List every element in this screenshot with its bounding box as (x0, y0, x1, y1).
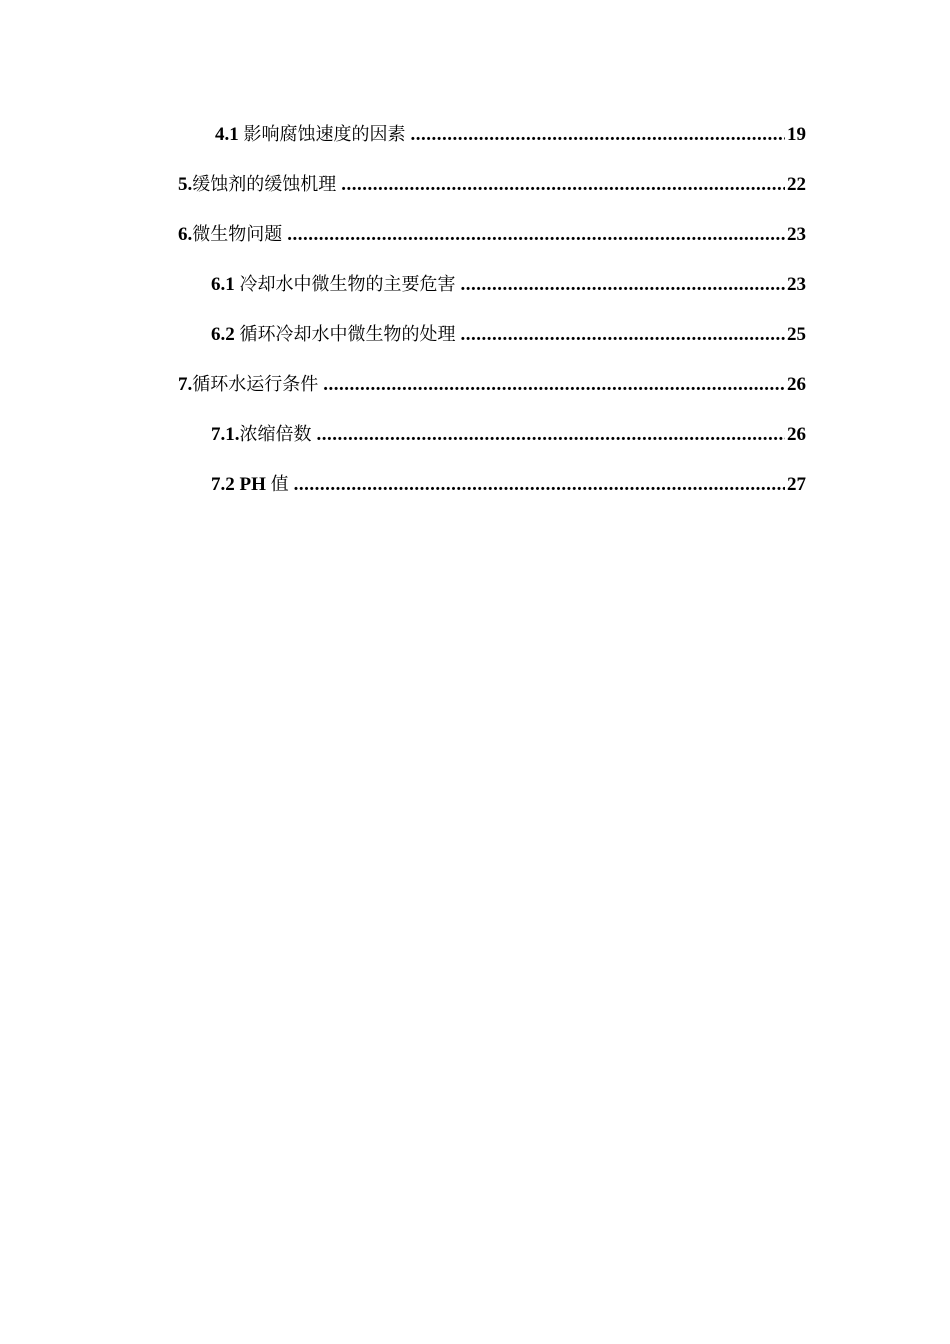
dot-leader (323, 368, 785, 402)
dot-leader (341, 168, 785, 202)
toc-entry-page: 27 (787, 474, 806, 495)
table-of-contents (178, 118, 806, 518)
toc-entry-title: 微生物问题 (192, 224, 283, 245)
toc-entry-5[interactable] (178, 168, 806, 218)
dot-leader (317, 418, 786, 452)
dot-leader (461, 268, 786, 302)
dot-leader (411, 118, 786, 152)
toc-entry-page: 19 (787, 124, 806, 145)
toc-entry-7[interactable] (178, 368, 806, 418)
toc-entry-number: 7.1. (211, 424, 240, 445)
toc-entry-page: 26 (787, 374, 806, 395)
dot-leader (294, 468, 785, 502)
toc-entry-page: 25 (787, 324, 806, 345)
toc-entry-number: 6.2 (211, 324, 235, 345)
toc-entry-7-2[interactable] (178, 468, 806, 518)
toc-entry-6-1[interactable] (178, 268, 806, 318)
toc-entry-title: 值 (270, 474, 289, 495)
toc-entry-page: 23 (787, 274, 806, 295)
toc-entry-number: 4.1 (215, 124, 239, 145)
toc-entry-number: 5. (178, 174, 193, 195)
toc-entry-title: 冷却水中微生物的主要危害 (239, 274, 456, 295)
toc-entry-6-2[interactable] (178, 318, 806, 368)
toc-entry-6[interactable] (178, 218, 806, 268)
toc-entry-title: 循环冷却水中微生物的处理 (239, 324, 456, 345)
toc-entry-number: 7.2 PH (211, 474, 266, 495)
toc-entry-number: 7. (178, 374, 193, 395)
toc-entry-page: 26 (787, 424, 806, 445)
toc-entry-title: 影响腐蚀速度的因素 (243, 124, 406, 145)
dot-leader (287, 218, 785, 252)
toc-entry-title: 循环水运行条件 (192, 374, 319, 395)
toc-entry-7-1[interactable] (178, 418, 806, 468)
toc-entry-4-1[interactable] (178, 118, 806, 168)
toc-entry-page: 23 (787, 224, 806, 245)
toc-entry-title: 浓缩倍数 (239, 424, 312, 445)
toc-entry-number: 6. (178, 224, 193, 245)
toc-entry-page: 22 (787, 174, 806, 195)
toc-entry-number: 6.1 (211, 274, 235, 295)
toc-entry-title: 缓蚀剂的缓蚀机理 (192, 174, 337, 195)
dot-leader (461, 318, 786, 352)
